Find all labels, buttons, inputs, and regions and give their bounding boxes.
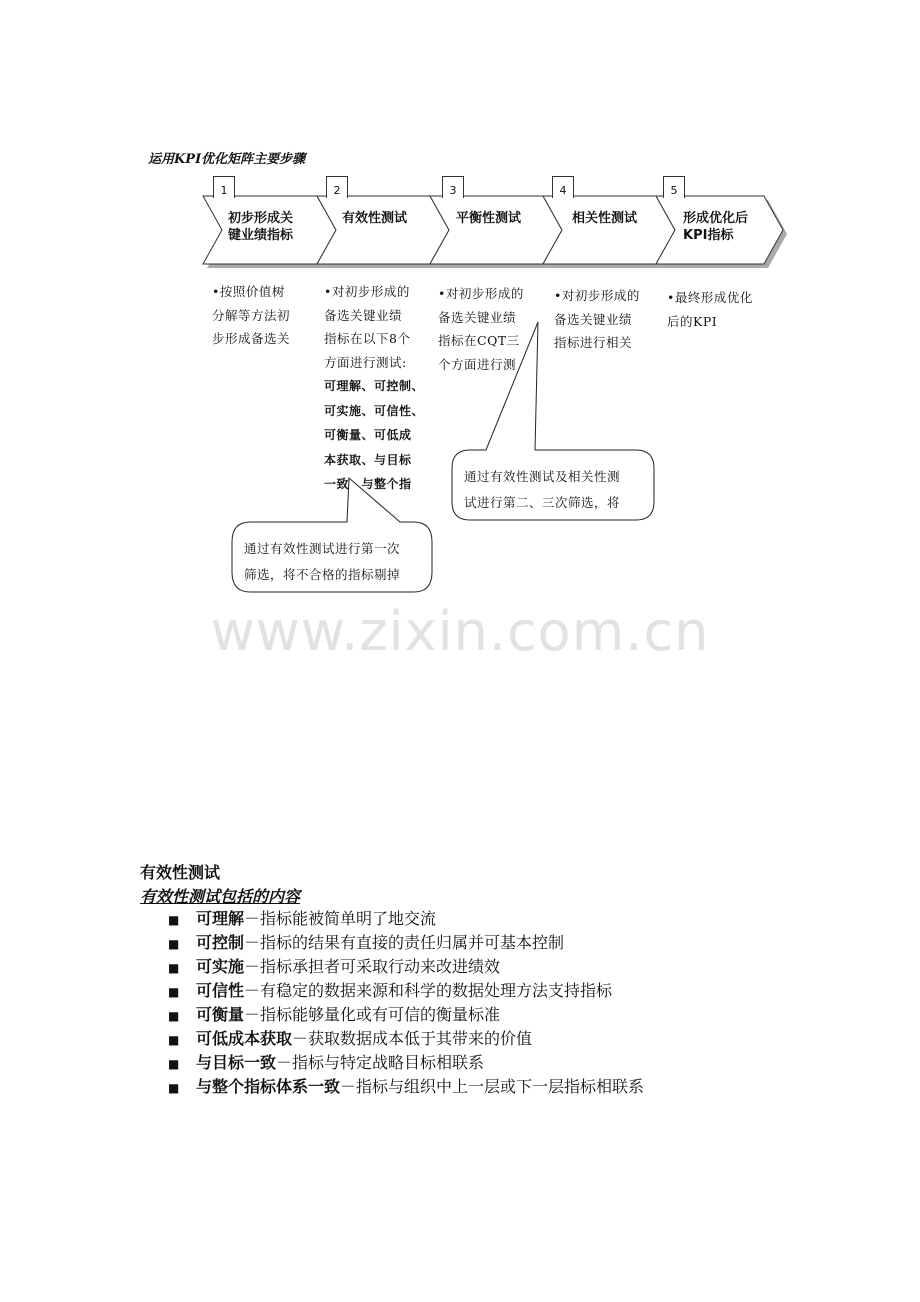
item-term: 可控制 (196, 933, 245, 952)
list-item (168, 931, 564, 955)
step-number: 5 (663, 176, 685, 198)
step-number: 3 (442, 176, 464, 198)
bullet-square-icon: ■ (168, 1009, 180, 1023)
item-term: 可实施 (196, 957, 245, 976)
list-item (168, 1003, 500, 1027)
list-item (168, 907, 436, 931)
step-label: 初步形成关键业绩指标 (228, 211, 294, 243)
step-detail-5: •最终形成优化 后的KPI (667, 290, 753, 329)
item-term: 可理解 (196, 909, 245, 928)
bullet-square-icon: ■ (168, 961, 180, 975)
item-desc: －指标与组织中上一层或下一层指标相联系 (340, 1077, 645, 1096)
item-term: 与目标一致 (196, 1053, 277, 1072)
step-label: 有效性测试 (342, 211, 408, 226)
item-term: 与整个指标体系一致 (196, 1077, 341, 1096)
section-title: 有效性测试 (140, 863, 221, 882)
step-number: 2 (326, 176, 348, 198)
item-desc: －指标能够量化或有可信的衡量标准 (244, 1005, 501, 1024)
step-number: 4 (552, 176, 574, 198)
bullet-square-icon: ■ (168, 913, 180, 927)
list-item (168, 1051, 484, 1075)
step-number: 1 (213, 176, 235, 198)
item-desc: －指标的结果有直接的责任归属并可基本控制 (244, 933, 565, 952)
step-label: 平衡性测试 (456, 211, 522, 226)
item-desc: －获取数据成本低于其带来的价值 (292, 1029, 533, 1048)
item-desc: －指标与特定战略目标相联系 (276, 1053, 485, 1072)
list-item (168, 1027, 532, 1051)
section-subtitle: 有效性测试包括的内容 (140, 887, 301, 906)
step-detail-4: •对初步形成的 备选关键业绩 指标进行相关 (554, 288, 640, 350)
item-desc: －指标承担者可采取行动来改进绩效 (244, 957, 501, 976)
item-term: 可信性 (196, 981, 245, 1000)
item-term: 可衡量 (196, 1005, 245, 1024)
watermark: www.zixin.com.cn (210, 600, 710, 663)
callout-text-right: 通过有效性测试及相关性测 试进行第二、三次筛选，将 (464, 469, 621, 510)
callout-text-left: 通过有效性测试进行第一次 筛选，将不合格的指标剔掉 (244, 541, 401, 582)
step-label: 相关性测试 (572, 211, 638, 226)
diagram-title: 运用KPI优化矩阵主要步骤 (148, 152, 306, 167)
bullet-square-icon: ■ (168, 985, 180, 999)
item-desc: －有稳定的数据来源和科学的数据处理方法支持指标 (244, 981, 613, 1000)
bullet-square-icon: ■ (168, 1033, 180, 1047)
step-detail-1: •按照价值树 分解等方法初 步形成备选关 (212, 284, 291, 346)
step-label: 形成优化后KPI指标 (683, 211, 749, 243)
item-term: 可低成本获取 (196, 1029, 293, 1048)
list-item (168, 979, 612, 1003)
bullet-square-icon: ■ (168, 1081, 180, 1095)
list-item (168, 955, 500, 979)
bullet-square-icon: ■ (168, 1057, 180, 1071)
list-item (168, 1075, 644, 1099)
item-desc: －指标能被简单明了地交流 (244, 909, 437, 928)
bullet-square-icon: ■ (168, 937, 180, 951)
step-detail-3: •对初步形成的 备选关键业绩 指标在CQT三 个方面进行测 (438, 286, 524, 372)
callout-shapes (0, 0, 920, 600)
step-detail-2: •对初步形成的 备选关键业绩 指标在以下8个 方面进行测试: 可理解、可控制、 可实施、可信性、 可衡量、可低成 本获取、与目标 一致、与整个指 (324, 284, 425, 491)
